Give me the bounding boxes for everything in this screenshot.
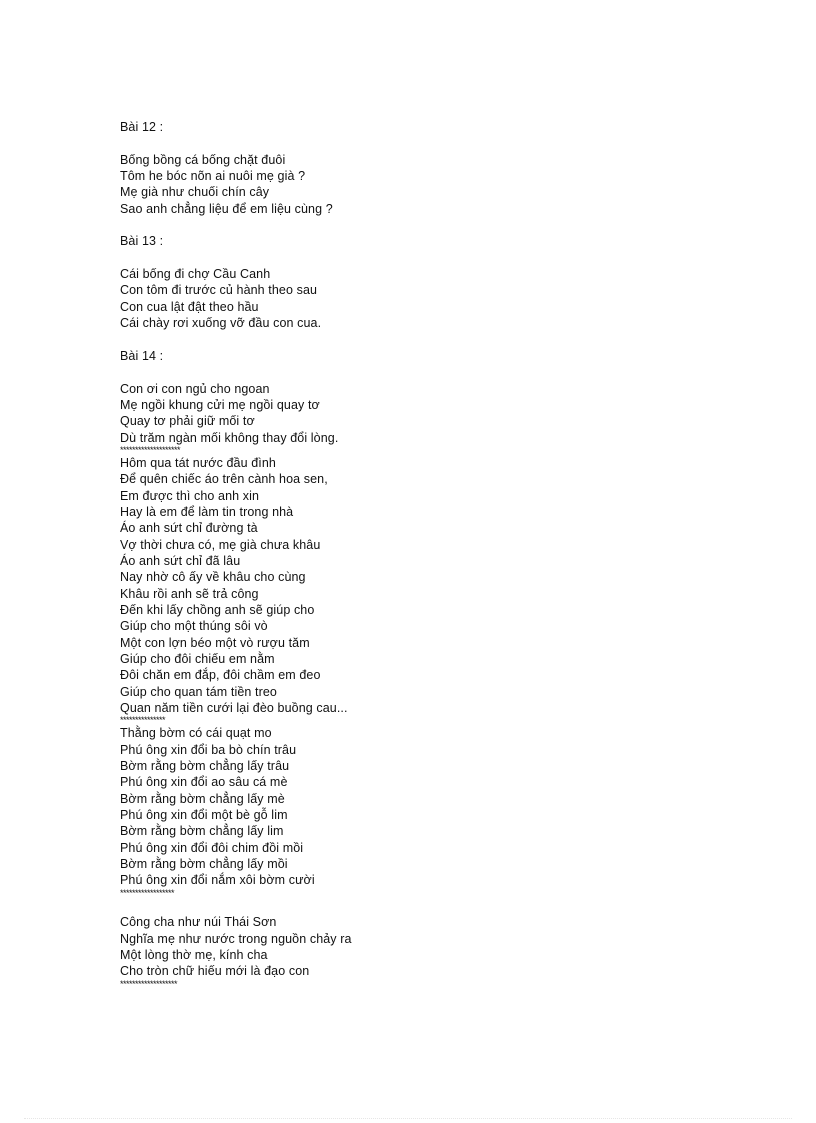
poem-line: Một lòng thờ mẹ, kính cha — [120, 947, 268, 962]
poem-line: Bờm rằng bờm chẳng lấy mồi — [120, 857, 288, 872]
poem-line: Hay là em để làm tin trong nhà — [120, 504, 294, 519]
poem-line: Con ơi con ngủ cho ngoan — [120, 381, 270, 396]
page-bottom-edge — [24, 1118, 792, 1119]
poem-line: Cái bống đi chợ Cầu Canh — [120, 267, 271, 282]
poem-line: Dù trăm ngàn mối không thay đổi lòng. — [120, 430, 339, 445]
poem-line: Phú ông xin đổi đôi chim đồi mồi — [120, 840, 304, 855]
poem-line: Phú ông xin đổi ba bò chín trâu — [120, 742, 297, 757]
blank-line — [120, 217, 720, 233]
poem-line: Cho tròn chữ hiếu mới là đạo con — [120, 964, 310, 979]
poem-line: Áo anh sứt chỉ đường tà — [120, 521, 258, 536]
poem-line: Công cha như núi Thái Sơn — [120, 915, 277, 930]
poem-line: Tôm he bóc nõn ai nuôi mẹ già ? — [120, 169, 306, 184]
poem-line: Mẹ già như chuối chín cây — [120, 185, 270, 200]
poem-line: Giúp cho một thúng sôi vò — [120, 619, 268, 634]
poem-line: Giúp cho quan tám tiền treo — [120, 684, 277, 699]
blank-line — [120, 250, 720, 266]
poem-line: Hôm qua tát nước đầu đình — [120, 455, 276, 470]
poem-line: Giúp cho đôi chiếu em nằm — [120, 652, 275, 666]
section-heading: Bài 12 : — [120, 120, 164, 134]
poem-line: Bờm rằng bờm chẳng lấy trâu — [120, 759, 290, 774]
blank-line — [120, 135, 720, 151]
poem-line: Bờm rằng bờm chẳng lấy lim — [120, 824, 284, 839]
poem-line: Phú ông xin đổi một bè gỗ lim — [120, 808, 288, 823]
poem-line: Sao anh chẳng liệu để em liệu cùng ? — [120, 201, 333, 216]
separator-asterisks: ******************** — [120, 444, 181, 455]
poem-line: Con tôm đi trước củ hành theo sau — [120, 283, 318, 298]
poem-line: Quay tơ phải giữ mối tơ — [120, 414, 255, 429]
poem-line: Bờm rằng bờm chẳng lấy mè — [120, 791, 285, 806]
poem-line: Thằng bờm có cái quạt mo — [120, 726, 272, 741]
blank-line — [120, 364, 720, 380]
poem-line: Mẹ ngồi khung cửi mẹ ngồi quay tơ — [120, 397, 320, 412]
section-heading: Bài 13 : — [120, 234, 164, 249]
poem-line: Phú ông xin đổi ao sâu cá mè — [120, 775, 288, 790]
blank-line — [120, 898, 720, 914]
poem-line: Nghĩa mẹ như nước trong nguồn chảy ra — [120, 931, 352, 946]
poem-line: Bống bồng cá bống chặt đuôi — [120, 152, 286, 167]
separator-asterisks: *************** — [120, 715, 166, 726]
poem-text-block — [120, 119, 720, 989]
poem-line: Đôi chăn em đắp, đôi chầm em đeo — [120, 668, 321, 683]
separator-asterisks: ******************* — [120, 978, 178, 989]
poem-line: Cái chày rơi xuống vỡ đầu con cua. — [120, 316, 322, 331]
poem-line: Quan năm tiền cưới lại đèo buồng cau... — [120, 701, 348, 716]
blank-line — [120, 331, 720, 347]
section-heading: Bài 14 : — [120, 348, 164, 363]
poem-line: Con cua lật đật theo hầu — [120, 299, 259, 314]
poem-line: Em được thì cho anh xin — [120, 488, 260, 503]
poem-line: Nay nhờ cô ấy về khâu cho cùng — [120, 570, 306, 585]
poem-line: Phú ông xin đổi nắm xôi bờm cười — [120, 873, 315, 888]
poem-line: Vợ thời chưa có, mẹ già chưa khâu — [120, 537, 321, 552]
poem-line: Đến khi lấy chồng anh sẽ giúp cho — [120, 602, 315, 617]
poem-line: Khâu rồi anh sẽ trả công — [120, 586, 259, 601]
poem-line: Áo anh sứt chỉ đã lâu — [120, 553, 241, 568]
separator-asterisks: ****************** — [120, 887, 175, 898]
poem-line: Một con lợn béo một vò rượu tăm — [120, 635, 310, 650]
poem-line: Để quên chiếc áo trên cành hoa sen, — [120, 472, 328, 487]
